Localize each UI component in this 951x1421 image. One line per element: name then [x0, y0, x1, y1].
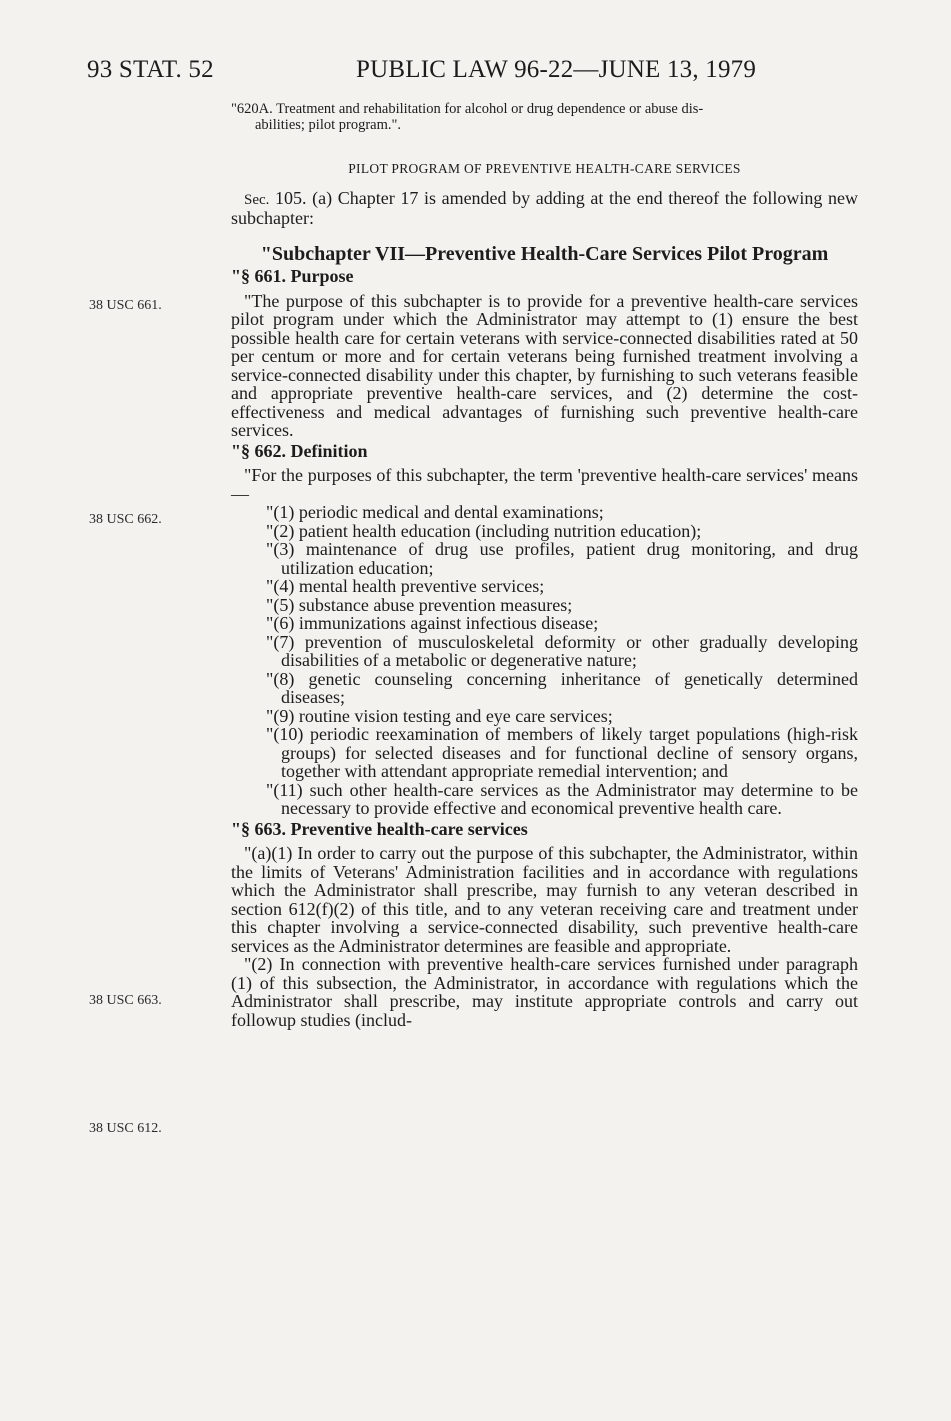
- definition-item: "(2) patient health education (including nutrition education);: [266, 520, 702, 541]
- sec-body: 105. (a) Chapter 17 is amended by adding at the end thereof the following new subchapter:: [231, 187, 858, 228]
- section-663-para-a2: "(2) In connection with preventive health-care services furnished under paragraph (1) of this subsection, the Administrator, in accordance with regulations which the Administrator shall prescribe, may institute appropriate controls and carry out followup studies (includ-: [231, 954, 858, 1030]
- definition-item: "(7) prevention of musculoskeletal deformity or other gradually developing disabilities of a metabolic or degenerative nature;: [266, 631, 858, 670]
- section-662-intro: "For the purposes of this subchapter, the term 'preventive health-care services' means—: [231, 465, 858, 504]
- definition-item: "(6) immunizations against infectious disease;: [266, 613, 599, 633]
- definition-item: "(9) routine vision testing and eye care services;: [266, 705, 613, 726]
- toc-entry: [231, 101, 858, 133]
- definition-item: "(1) periodic medical and dental examinations;: [266, 502, 604, 522]
- sec-label: Sec.: [244, 191, 270, 208]
- body-text: [231, 98, 858, 1029]
- section-105-text: [231, 189, 858, 228]
- page-reference: 93 STAT. 52: [87, 56, 214, 83]
- margin-note-usc-612: 38 USC 612.: [89, 1121, 162, 1136]
- definition-item: "(8) genetic counseling concerning inheritance of genetically determined diseases;: [266, 668, 858, 707]
- definition-item: "(11) such other health-care services as the Administrator may determine to be necessary to provide effective and economical preventive health care.: [266, 779, 858, 818]
- law-title: PUBLIC LAW 96-22—JUNE 13, 1979: [356, 56, 757, 83]
- subchapter-title: "Subchapter VII—Preventive Health-Care Services Pilot Program: [260, 242, 829, 265]
- section-661-text: "The purpose of this subchapter is to provide for a preventive health-care services pilot program under which the Administrator may attempt to (1) ensure the best possible health care for certain veterans with service-connected disabilities rated at 50 per centum or more and for certain veterans being furnished treatment involving a service-connected disability under this chapter, by furnishing to such veterans feasible and appropriate preventive health-care services, and (2) determine the cost-effectiveness and medical advantages of furnishing such preventive health-care services.: [231, 290, 858, 440]
- section-663-para-a1: "(a)(1) In order to carry out the purpose of this subchapter, the Administrator, within the limits of Veterans' Administration facilities and in accordance with regulations which the Administrator shall prescribe, may furnish to any veteran described in section 612(f)(2) of this title, and to any veteran receiving care and treatment under this chapter involving a service-connected disability, such preventive health-care services as the Administrator determines are feasible and appropriate.: [231, 843, 858, 956]
- section-661-heading: "§ 661. Purpose: [231, 266, 354, 286]
- section-662-heading: "§ 662. Definition: [231, 440, 368, 461]
- section-caption: PILOT PROGRAM OF PREVENTIVE HEALTH-CARE SERVICES: [348, 161, 741, 176]
- toc-entry-line-1: "620A. Treatment and rehabilitation for alcohol or drug dependence or abuse dis-: [231, 101, 704, 117]
- toc-entry-line-2: abilities; pilot program.".: [255, 117, 402, 133]
- definition-item: "(5) substance abuse prevention measures;: [266, 594, 573, 615]
- definition-item: "(10) periodic reexamination of members of likely target populations (high-risk groups) for selected diseases and for functional decline of sensory organs, together with attendant appropriate remedial intervention; and: [266, 724, 858, 781]
- section-663-heading: "§ 663. Preventive health-care services: [231, 818, 528, 839]
- definition-item: "(4) mental health preventive services;: [266, 576, 545, 596]
- margin-note-usc-663: 38 USC 663.: [89, 993, 162, 1008]
- margin-note-usc-662: 38 USC 662.: [89, 512, 162, 527]
- definition-item: "(3) maintenance of drug use profiles, patient drug monitoring, and drug utilization education;: [266, 539, 858, 578]
- margin-note-usc-661: 38 USC 661.: [89, 298, 162, 313]
